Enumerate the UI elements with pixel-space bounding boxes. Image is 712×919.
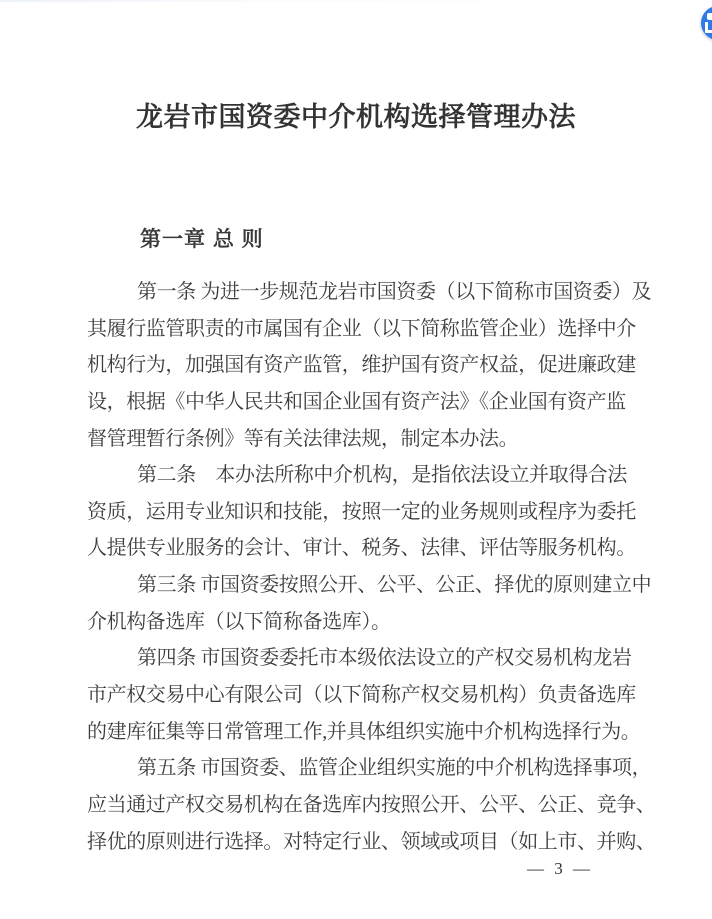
floating-action-icon (705, 13, 712, 31)
document-line: 介机构备选库（以下简称备选库）。 (87, 610, 391, 633)
chapter-heading: 第一章 总 则 (140, 228, 264, 251)
document-line: 督管理暂行条例》等有关法律法规，制定本办法。 (87, 427, 519, 450)
document-line: 第一条 为进一步规范龙岩市国资委（以下简称市国资委）及 (137, 281, 652, 303)
page-top-edge (0, 0, 712, 2)
document-line: 第五条 市国资委、监管企业组织实施的中介机构选择事项， (137, 757, 652, 780)
document-line: 应当通过产权交易机构在备选库内按照公开、公平、公正、竞争、 (87, 793, 656, 816)
document-line: 的建库征集等日常管理工作,并具体组织实施中介机构选择行为。 (87, 720, 641, 743)
page-number: — 3 — (527, 859, 593, 878)
document-title: 龙岩市国资委中介机构选择管理办法 (136, 102, 576, 132)
document-line: 人提供专业服务的会计、审计、税务、法律、评估等服务机构。 (87, 537, 636, 560)
document-line: 第三条 市国资委按照公开、公平、公正、择优的原则建立中 (137, 574, 652, 597)
document-line: 第四条 市国资委委托市本级依法设立的产权交易机构龙岩 (137, 647, 632, 670)
document-line: 其履行监管职责的市属国有企业（以下简称监管企业）选择中介 (87, 317, 636, 340)
document-line: 机构行为，加强国有资产监管，维护国有资产权益，促进廉政建 (87, 354, 636, 377)
document-line: 市产权交易中心有限公司（以下简称产权交易机构）负责备选库 (87, 684, 636, 707)
document-line: 第二条 本办法所称中介机构，是指依法设立并取得合法 (137, 464, 627, 487)
document-line: 择优的原则进行选择。对特定行业、领域或项目（如上市、并购、 (87, 830, 656, 853)
document-body (87, 274, 656, 860)
floating-action-button[interactable] (701, 6, 712, 40)
document-line: 设，根据《中华人民共和国企业国有资产法》《企业国有资产监 (87, 390, 626, 413)
document-line: 资质，运用专业知识和技能，按照一定的业务规则或程序为委托 (87, 500, 636, 523)
